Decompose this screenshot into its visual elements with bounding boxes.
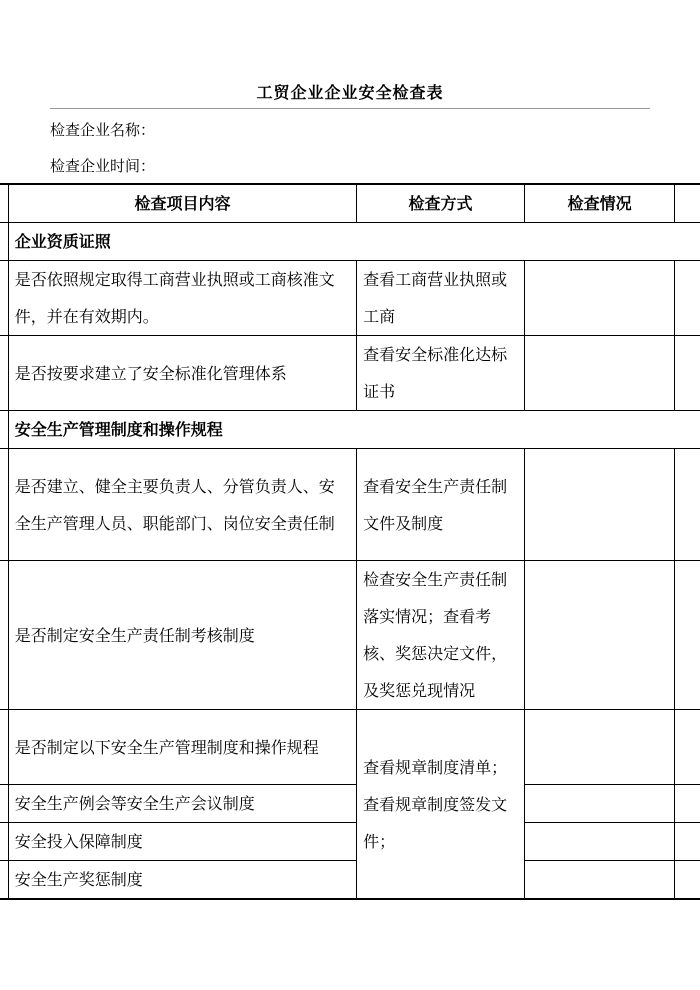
index-cell: [0, 561, 8, 710]
extra-cell: [675, 785, 700, 823]
index-cell: [0, 861, 8, 900]
extra-cell: [675, 449, 700, 561]
status-cell[interactable]: [525, 823, 675, 861]
table-row: [0, 261, 700, 336]
status-cell[interactable]: [525, 449, 675, 561]
status-cell[interactable]: [525, 336, 675, 411]
header-status: 检查情况: [525, 184, 675, 223]
header-index-cell: [0, 184, 8, 223]
status-cell[interactable]: [525, 861, 675, 900]
status-cell[interactable]: [525, 785, 675, 823]
method-cell: 查看安全生产责任制文件及制度: [357, 449, 525, 561]
extra-cell: [675, 710, 700, 785]
document-title: 工贸企业企业安全检查表: [256, 83, 444, 102]
table-row: [0, 785, 700, 823]
extra-cell: [675, 861, 700, 900]
table-header-row: [0, 184, 700, 223]
item-cell: 是否制定安全生产责任制考核制度: [8, 561, 356, 710]
method-cell: 查看规章制度清单；查看规章制度签发文件；: [357, 710, 525, 900]
header-extra-cell: [675, 184, 700, 223]
index-cell: [0, 710, 8, 785]
method-cell: 查看安全标准化达标证书: [357, 336, 525, 411]
item-cell: 是否依照规定取得工商营业执照或工商核准文件，并在有效期内。: [8, 261, 356, 336]
item-cell: 安全生产奖惩制度: [8, 861, 356, 900]
extra-cell: [675, 561, 700, 710]
section-title: 企业资质证照: [8, 223, 700, 261]
index-cell: [0, 785, 8, 823]
section-row: [0, 223, 700, 261]
check-time-label: 检查企业时间：: [50, 157, 156, 175]
item-cell: 是否建立、健全主要负责人、分管负责人、安全生产管理人员、职能部门、岗位安全责任制: [8, 449, 356, 561]
index-cell: [0, 823, 8, 861]
status-cell[interactable]: [525, 710, 675, 785]
index-cell: [0, 336, 8, 411]
status-cell[interactable]: [525, 261, 675, 336]
item-cell: 是否按要求建立了安全标准化管理体系: [8, 336, 356, 411]
table-row: [0, 449, 700, 561]
index-cell: [0, 411, 8, 449]
table-row: [0, 710, 700, 785]
item-cell: 安全生产例会等安全生产会议制度: [8, 785, 356, 823]
table-row: [0, 861, 700, 900]
extra-cell: [675, 823, 700, 861]
section-title: 安全生产管理制度和操作规程: [8, 411, 700, 449]
company-name-label: 检查企业名称：: [50, 121, 156, 139]
header-item: 检查项目内容: [8, 184, 356, 223]
table-row: [0, 561, 700, 710]
title-divider: [50, 108, 650, 109]
extra-cell: [675, 336, 700, 411]
table-row: [0, 336, 700, 411]
extra-cell: [675, 261, 700, 336]
table-row: [0, 823, 700, 861]
index-cell: [0, 261, 8, 336]
method-cell: 检查安全生产责任制落实情况；查看考核、奖惩决定文件，及奖惩兑现情况: [357, 561, 525, 710]
status-cell[interactable]: [525, 561, 675, 710]
inspection-table: [0, 183, 700, 900]
item-cell: 是否制定以下安全生产管理制度和操作规程: [8, 710, 356, 785]
method-cell: 查看工商营业执照或工商: [357, 261, 525, 336]
header-method: 检查方式: [357, 184, 525, 223]
item-cell: 安全投入保障制度: [8, 823, 356, 861]
index-cell: [0, 223, 8, 261]
index-cell: [0, 449, 8, 561]
section-row: [0, 411, 700, 449]
